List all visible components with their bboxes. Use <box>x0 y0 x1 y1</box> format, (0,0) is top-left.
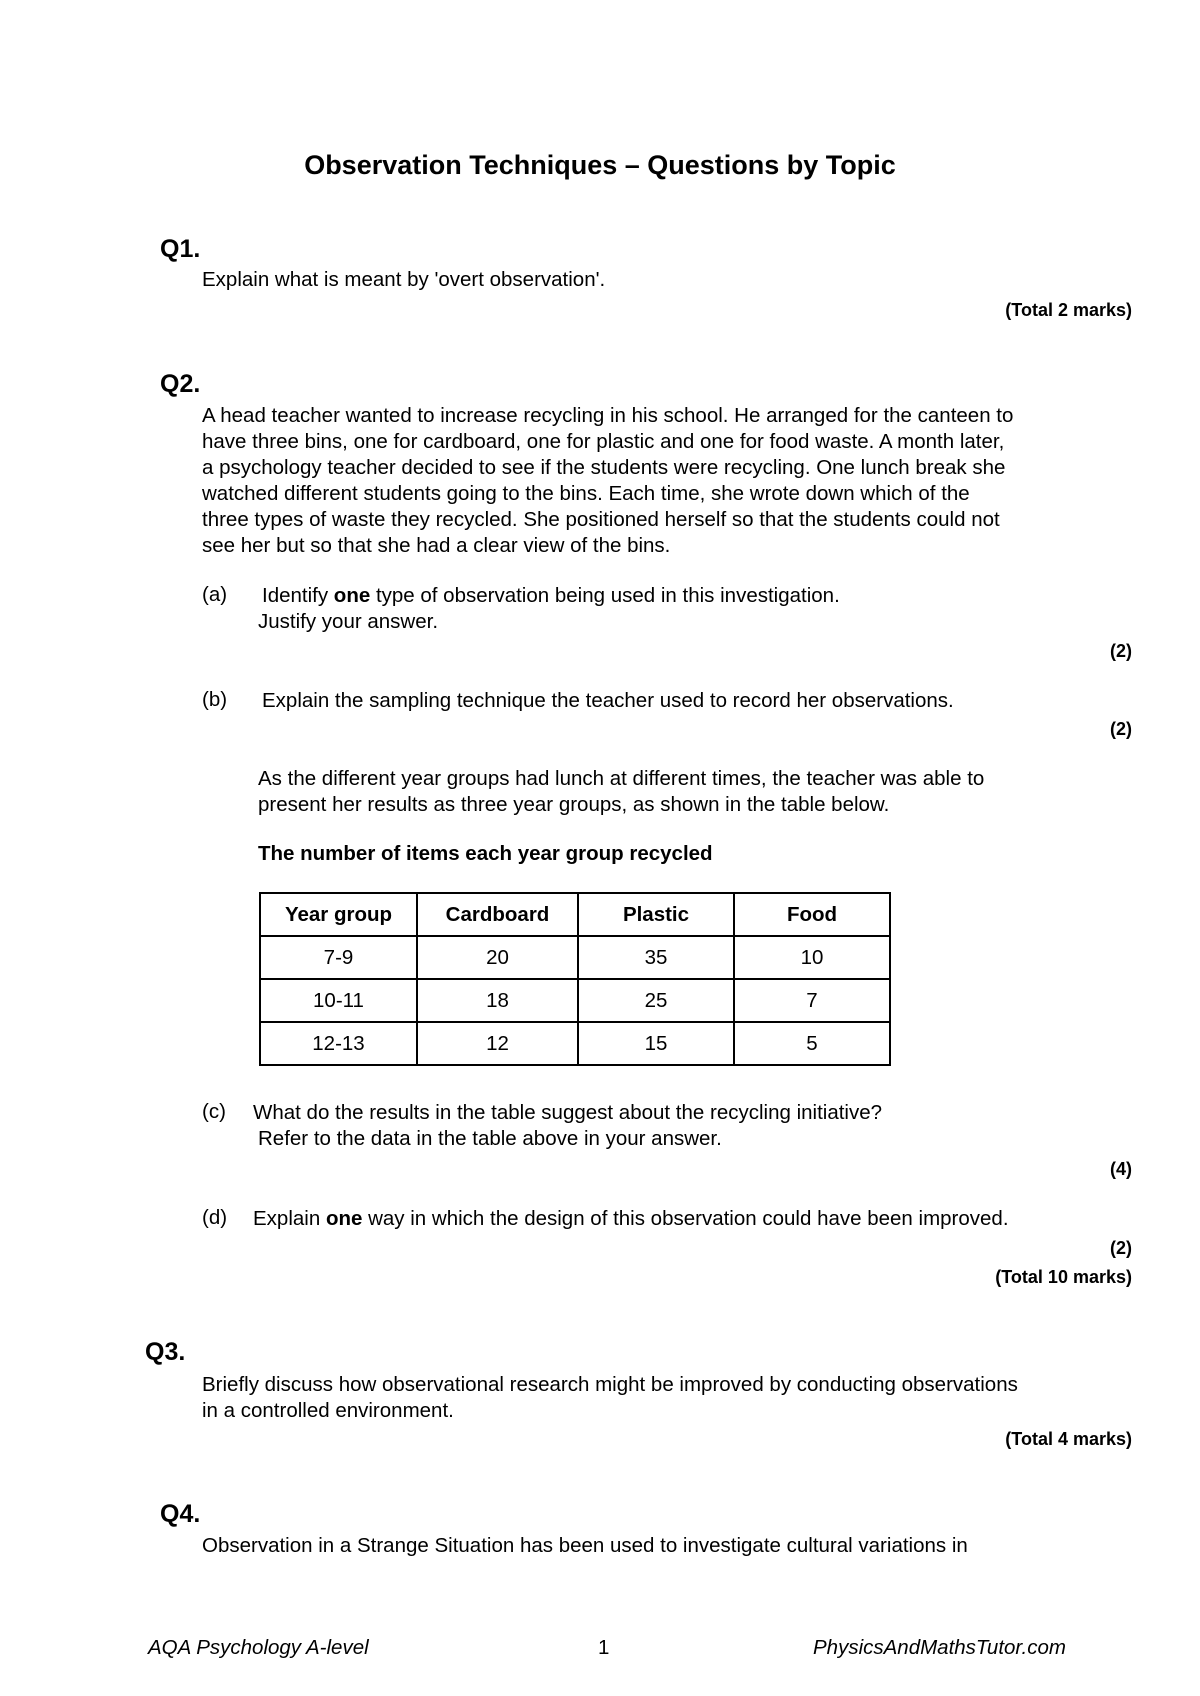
q2d-text-pre: Explain <box>253 1207 326 1230</box>
q2-intro-line: three types of waste they recycled. She positioned herself so that the students could not <box>202 508 1000 531</box>
q2-intro-line: have three bins, one for cardboard, one for plastic and one for food waste. A month later, <box>202 430 1005 453</box>
q2d-text <box>253 1206 1113 1232</box>
q2a-marks: (2) <box>1110 641 1132 661</box>
table-header: Food <box>734 893 890 936</box>
q2a-text-post: type of observation being used in this investigation. <box>370 584 840 607</box>
table-cell: 12-13 <box>260 1022 417 1065</box>
table-cell: 10-11 <box>260 979 417 1022</box>
table-cell: 25 <box>578 979 734 1022</box>
table-cell: 7 <box>734 979 890 1022</box>
q2-intro-line: see her but so that she had a clear view of the bins. <box>202 534 671 557</box>
table-cell: 20 <box>417 936 578 979</box>
table-cell: 5 <box>734 1022 890 1065</box>
table-title: The number of items each year group recycled <box>258 842 713 865</box>
table-cell: 18 <box>417 979 578 1022</box>
q2a-text-bold: one <box>333 584 371 607</box>
table-header: Cardboard <box>417 893 578 936</box>
q3-line: Briefly discuss how observational research might be improved by conducting observations <box>202 1373 1018 1396</box>
table-row <box>260 936 890 979</box>
table-cell: 15 <box>578 1022 734 1065</box>
recycling-table <box>259 892 891 1066</box>
q4-text: Observation in a Strange Situation has been used to investigate cultural variations in <box>202 1534 968 1557</box>
q1-label: Q1. <box>160 235 201 263</box>
table-header-row <box>260 893 890 936</box>
table-header: Plastic <box>578 893 734 936</box>
q2c-line2: Refer to the data in the table above in your answer. <box>258 1127 722 1150</box>
q1-text: Explain what is meant by 'overt observation'. <box>202 268 606 291</box>
q2-context-line: present her results as three year groups, as shown in the table below. <box>258 793 890 816</box>
q2-intro-line: watched different students going to the bins. Each time, she wrote down which of the <box>202 482 970 505</box>
q1-total-marks: (Total 2 marks) <box>1005 300 1132 320</box>
q2c-text <box>253 1100 1113 1152</box>
q3-label: Q3. <box>145 1338 186 1366</box>
q2c-label: (c) <box>202 1100 226 1123</box>
q2-total-marks: (Total 10 marks) <box>995 1267 1132 1287</box>
q2d-label: (d) <box>202 1206 228 1229</box>
q2d-text-bold: one <box>325 1207 363 1230</box>
q2d-text-post: way in which the design of this observation could have been improved. <box>362 1207 1009 1230</box>
q2b-text: Explain the sampling technique the teacher used to record her observations. <box>262 689 954 712</box>
q2c-line1: What do the results in the table suggest about the recycling initiative? <box>253 1101 883 1124</box>
q2b-marks: (2) <box>1110 719 1132 739</box>
q2-context <box>258 766 1118 818</box>
q4-label: Q4. <box>160 1500 201 1528</box>
table-cell: 12 <box>417 1022 578 1065</box>
footer-website: PhysicsAndMathsTutor.com <box>813 1636 1066 1659</box>
q2a-line2: Justify your answer. <box>258 610 439 633</box>
q2-context-line: As the different year groups had lunch at different times, the teacher was able to <box>258 767 985 790</box>
table-cell: 10 <box>734 936 890 979</box>
footer-course: AQA Psychology A-level <box>148 1636 369 1659</box>
q2d-marks: (2) <box>1110 1238 1132 1258</box>
page-title: Observation Techniques – Questions by Topic <box>304 150 896 180</box>
q3-line: in a controlled environment. <box>202 1399 454 1422</box>
q2-intro-line: A head teacher wanted to increase recycling in his school. He arranged for the canteen to <box>202 404 1014 427</box>
table-cell: 7-9 <box>260 936 417 979</box>
q3-total-marks: (Total 4 marks) <box>1005 1429 1132 1449</box>
q2-intro <box>202 403 1102 559</box>
table-cell: 35 <box>578 936 734 979</box>
table-header: Year group <box>260 893 417 936</box>
q2b-label: (b) <box>202 688 228 711</box>
footer-page-number: 1 <box>598 1636 610 1659</box>
table-row <box>260 979 890 1022</box>
q2c-marks: (4) <box>1110 1159 1132 1179</box>
q2a-text-pre: Identify <box>262 584 334 607</box>
q3-text <box>202 1372 1102 1424</box>
q2a-text <box>258 583 1122 635</box>
q2-label: Q2. <box>160 370 201 398</box>
q2a-label: (a) <box>202 583 228 606</box>
q2-intro-line: a psychology teacher decided to see if the students were recycling. One lunch break she <box>202 456 1006 479</box>
table-row <box>260 1022 890 1065</box>
